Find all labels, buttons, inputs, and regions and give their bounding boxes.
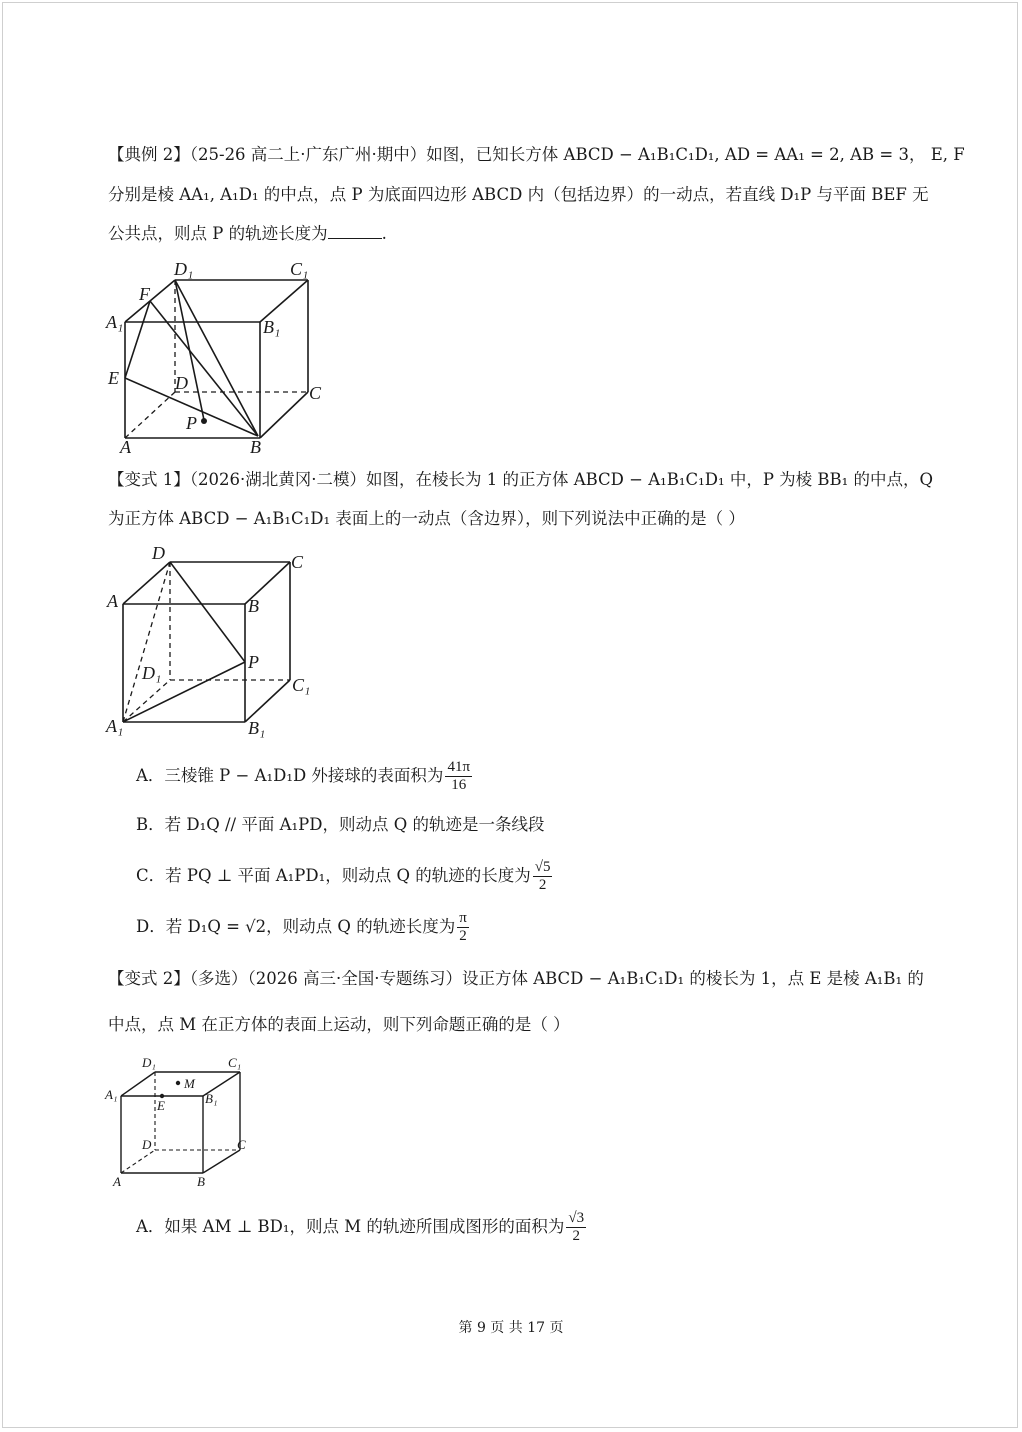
variant1-option-b: B．若 D₁Q // 平面 A₁PD，则动点 Q 的轨迹是一条线段: [136, 815, 545, 834]
fig1-label-D1: D₁: [174, 259, 194, 279]
fig2-label-B1: B₁: [248, 718, 266, 738]
option-c-fraction: [533, 859, 553, 894]
frac-numerator: π: [459, 910, 467, 926]
fig3-label-C: C: [237, 1137, 246, 1152]
variant2-line1: 【变式 2】（多选）（2026 高三·全国·专题练习）设正方体 ABCD − A₁B₁C₁D₁ 的棱长为 1，点 E 是棱 A₁B₁ 的: [108, 969, 924, 988]
fig2-label-A: A: [107, 591, 118, 611]
fig2-label-D1: D₁: [142, 663, 162, 683]
example2-line2: 分别是棱 AA₁, A₁D₁ 的中点，点 P 为底面四边形 ABCD 内（包括边界）的一动点，若直线 D₁P 与平面 BEF 无: [108, 185, 929, 204]
variant2-option-a-text: A．如果 AM ⊥ BD₁，则点 M 的轨迹所围成图形的面积为: [136, 1217, 565, 1236]
fig3-label-B: B: [197, 1174, 205, 1189]
option-c-text: C．若 PQ ⊥ 平面 A₁PD₁，则动点 Q 的轨迹的长度为: [136, 866, 531, 885]
frac-denominator: 2: [572, 1228, 580, 1244]
fig2-label-P: P: [248, 652, 259, 672]
variant2-option-a-fraction: [566, 1210, 586, 1245]
fig3-label-B1: B₁: [205, 1091, 218, 1106]
fig1-label-C: C: [309, 383, 322, 403]
variant1-line1: 【变式 1】（2026·湖北黄冈·二模）如图，在棱长为 1 的正方体 ABCD − A₁B₁C₁D₁ 中，P 为棱 BB₁ 的中点，Q: [108, 470, 934, 489]
frac-numerator: √5: [534, 859, 551, 875]
figure-cube-variant1: [100, 540, 320, 740]
frac-numerator: 41π: [447, 759, 471, 775]
fig2-label-C: C: [291, 552, 304, 572]
fig1-label-F: F: [139, 284, 150, 304]
example2-line3: [108, 222, 928, 246]
fig3-label-C1: C₁: [228, 1055, 242, 1070]
frac-denominator: 2: [538, 877, 547, 893]
fig1-label-B: B: [250, 437, 261, 457]
frac-numerator: √3: [568, 1210, 585, 1226]
fig3-label-A: A: [113, 1174, 121, 1189]
fig1-label-D: D: [175, 373, 188, 393]
fig3-label-D: D: [142, 1137, 152, 1152]
answer-blank: [328, 222, 382, 239]
variant1-option-a: [136, 759, 472, 794]
variant1-option-d: [136, 910, 469, 945]
fig1-label-B1: B₁: [263, 317, 281, 337]
variant1-line2: 为正方体 ABCD − A₁B₁C₁D₁ 表面上的一动点（含边界），则下列说法中正确的是（ ）: [108, 509, 745, 528]
option-a-text: A．三棱锥 P − A₁D₁D 外接球的表面积为: [136, 766, 444, 785]
page-footer: 第 9 页 共 17 页: [458, 1320, 564, 1336]
fig3-label-A1: A₁: [105, 1087, 118, 1102]
fig2-label-B: B: [248, 596, 259, 616]
fig1-label-A1: A₁: [106, 312, 124, 332]
variant2-option-a: [136, 1210, 586, 1245]
frac-denominator: 16: [451, 777, 467, 793]
option-d-fraction: [457, 910, 469, 945]
fig1-label-A: A: [120, 437, 131, 457]
fig2-label-A1: A₁: [106, 716, 124, 736]
figure-rectangular-box: [100, 255, 340, 460]
option-d-text: D．若 D₁Q = √2，则动点 Q 的轨迹长度为: [136, 917, 456, 936]
example2-line1: 【典例 2】（25-26 高二上·广东广州·期中）如图，已知长方体 ABCD − A₁B₁C₁D₁, AD = AA₁ = 2, AB = 3， E, F: [108, 145, 965, 164]
example2-line3-end: .: [381, 224, 387, 243]
fig3-label-E: E: [157, 1098, 165, 1113]
fig2-label-C1: C₁: [292, 675, 311, 695]
example2-line3-text: 公共点，则点 P 的轨迹长度为: [108, 224, 328, 243]
frac-denominator: 2: [459, 928, 467, 944]
fig1-label-C1: C₁: [290, 259, 309, 279]
point-m-dot: [176, 1081, 180, 1085]
variant2-line2: 中点，点 M 在正方体的表面上运动，则下列命题正确的是（ ）: [108, 1015, 570, 1034]
point-p-dot: [201, 418, 207, 424]
fig1-label-P: P: [186, 413, 197, 433]
variant1-option-c: [136, 859, 552, 894]
fig3-label-D1: D₁: [142, 1055, 156, 1070]
fig2-label-D: D: [152, 543, 165, 563]
option-a-fraction: [445, 759, 472, 794]
fig1-label-E: E: [108, 368, 119, 388]
figure-cube-variant2: [100, 1050, 260, 1190]
fig3-label-M: M: [184, 1076, 195, 1091]
